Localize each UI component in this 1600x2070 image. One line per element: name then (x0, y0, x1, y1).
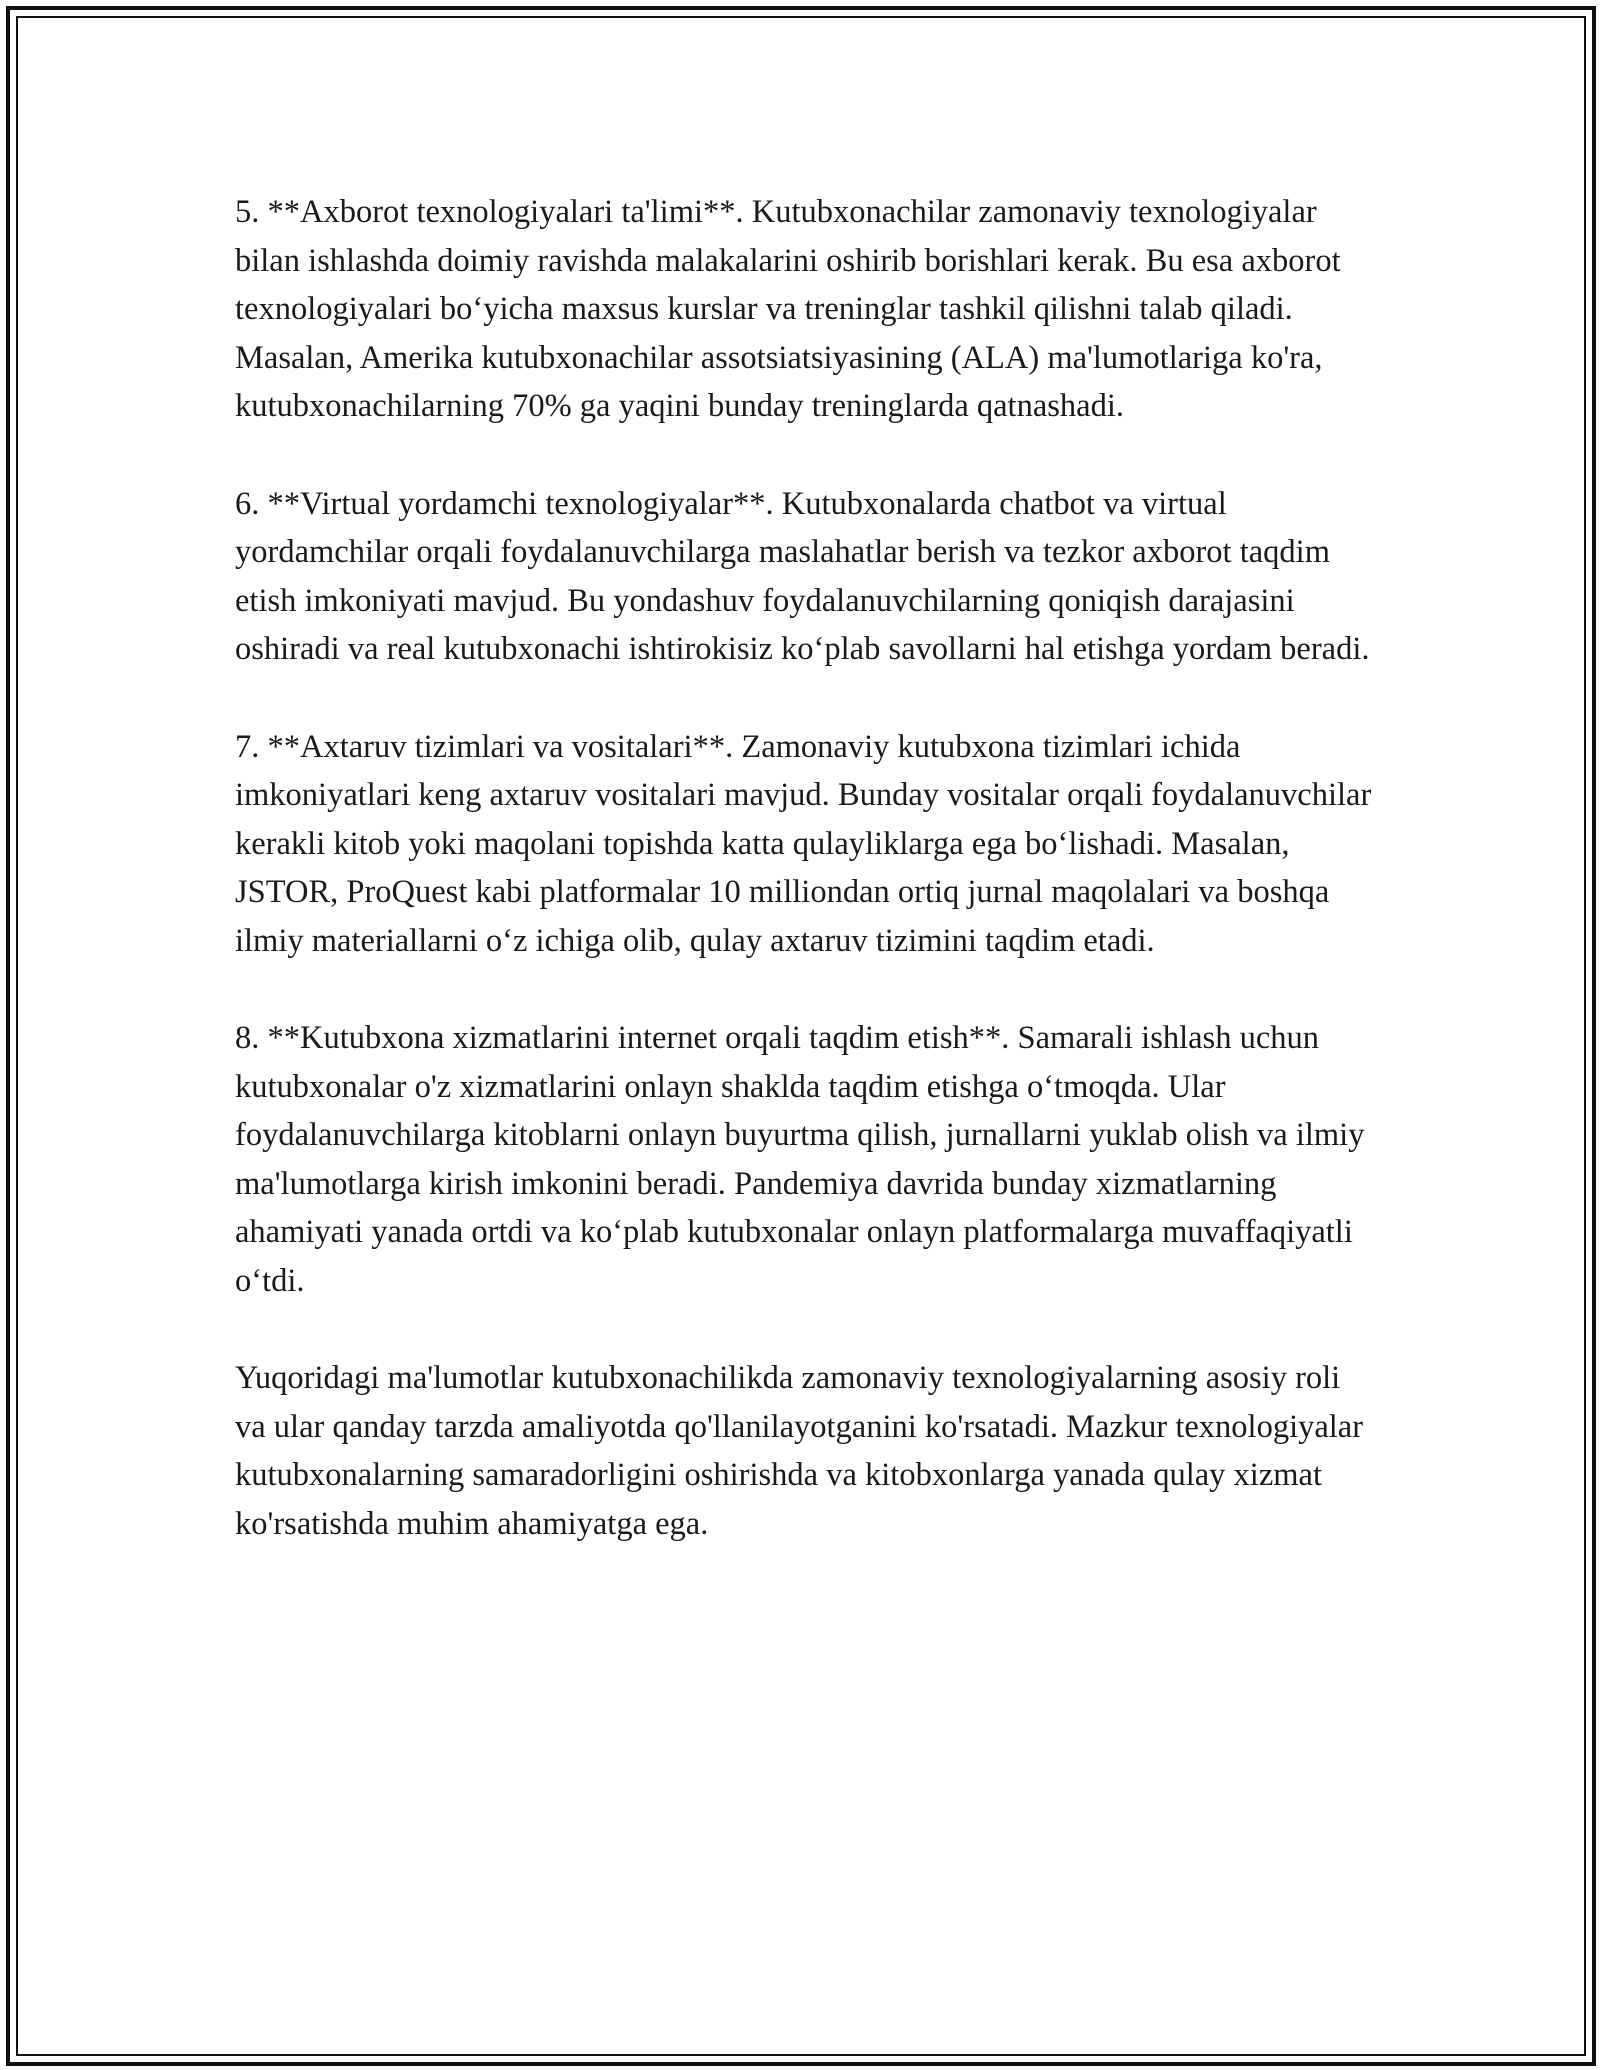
paragraph-conclusion: Yuqoridagi ma'lumotlar kutubxonachilikda zamonaviy texnologiyalarning asosiy roli va ular qanday tarzda amaliyotda qo'llanilayotganini ko'rsatadi. Mazkur texnologiyalar kutubxonalarning samaradorligini oshirishda va kitobxonlarga yanada qulay xizmat ko'rsatishda muhim ahamiyatga ega. (235, 1360, 1364, 1543)
paragraph-item-7: 7. **Axtaruv tizimlari va vositalari**. Zamonaviy kutubxona tizimlari ichida imkoniyatlari keng axtaruv vositalari mavjud. Bunday vositalar orqali foydalanuvchilar kerakli kitob yoki maqolani topishda katta qulayliklarga ega bo‘lishadi. Masalan, JSTOR, ProQuest kabi platformalar 10 milliondan ortiq jurnal maqolalari va boshqa ilmiy materiallarni o‘z ichiga olib, qulay axtaruv tizimini taqdim etadi. (235, 728, 1372, 959)
document-body (235, 188, 1375, 1597)
paragraph-item-8: 8. **Kutubxona xizmatlarini internet orqali taqdim etish**. Samarali ishlash uchun kutubxonalar o'z xizmatlarini onlayn shaklda taqdim etishga o‘tmoqda. Ular foydalanuvchilarga kitoblarni onlayn buyurtma qilish, jurnallarni yuklab olish va ilmiy ma'lumotlarga kirish imkonini beradi. Pandemiya davrida bunday xizmatlarning ahamiyati yanada ortdi va ko‘plab kutubxonalar onlayn platformalarga muvaffaqiyatli o‘tdi. (235, 1020, 1365, 1300)
paragraph-item-5: 5. **Axborot texnologiyalari ta'limi**. Kutubxonachilar zamonaviy texnologiyalar bilan ishlashda doimiy ravishda malakalarini oshirib borishlari kerak. Bu esa axborot texnologiyalari bo‘yicha maxsus kurslar va treninglar tashkil qilishni talab qiladi. Masalan, Amerika kutubxonachilar assotsiatsiyasining (ALA) ma'lumotlariga ko'ra, kutubxonachilarning 70% ga yaqini bunday treninglarda qatnashadi. (235, 194, 1341, 425)
paragraph-item-6: 6. **Virtual yordamchi texnologiyalar**. Kutubxonalarda chatbot va virtual yordamchilar orqali foydalanuvchilarga maslahatlar berish va tezkor axborot taqdim etish imkoniyati mavjud. Bu yondashuv foydalanuvchilarning qoniqish darajasini oshiradi va real kutubxonachi ishtirokisiz ko‘plab savollarni hal etishga yordam beradi. (235, 485, 1370, 668)
